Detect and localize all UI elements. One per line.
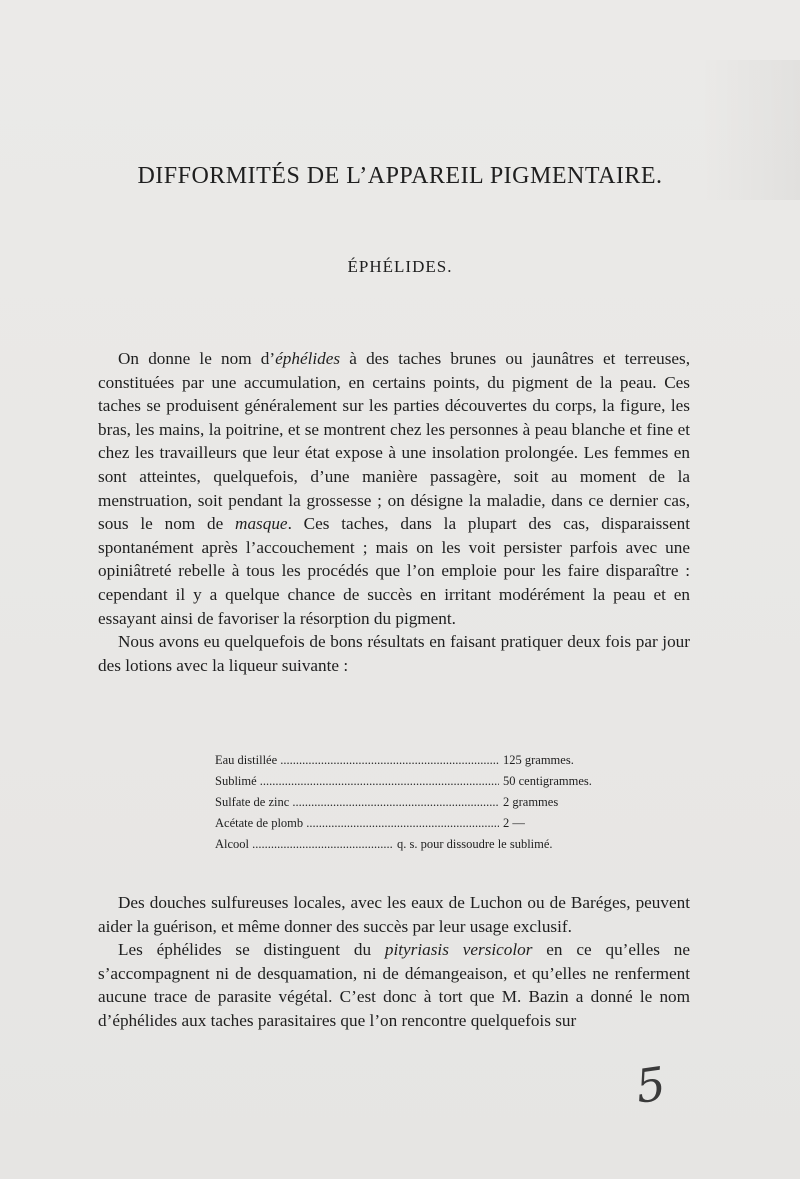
section-title: ÉPHÉLIDES. <box>347 257 453 276</box>
paragraph-ephelides-definition: On donne le nom d’éphélides à des taches brunes ou jaunâtres et terreuses, constituées par une accumulation, en certains points, du pigment de la peau. Ces taches se produisent généralement sur les parties découvertes du corps, la figure, les bras, les mains, la poitrine, et se montrent chez les personnes à peau blanche et fine et chez les travailleurs que leur état expose à une insolation prolongée. Les femmes en sont atteintes, quelquefois, d’une manière passagère, soit au moment de la menstruation, soit pendant la grossesse ; on désigne la maladie, dans ce dernier cas, sous le nom de masque. Ces taches, dans la plupart des cas, disparaissent spontanément après l’accouchement ; mais on les voit persister parfois avec une opiniâtreté rebelle à tous les procédés que l’on emploie pour les faire disparaître : cependant il y a quelque chance de succès en irritant modérément la peau et en essayant ainsi de favoriser la résorption du pigment. <box>98 349 691 628</box>
chapter-title: DIFFORMITÉS DE L’APPAREIL PIGMENTAIRE. <box>137 163 663 189</box>
recipe-row <box>215 750 635 771</box>
body-text-top <box>98 347 690 677</box>
recipe-row <box>215 792 635 813</box>
body-text-bottom <box>98 891 690 1033</box>
recipe-row <box>215 834 635 855</box>
recipe-ingredient: Sublimé ..... <box>215 771 499 792</box>
recipe-ingredient: Sulfate de zinc ..... <box>215 792 499 813</box>
recipe-row <box>215 813 635 834</box>
recipe-quantity: 50 centigrammes. <box>503 774 592 788</box>
recipe-list <box>215 750 635 855</box>
recipe-quantity: 2 — <box>503 816 525 830</box>
paragraph-lotion-intro: Nous avons eu quelquefois de bons résultats en faisant pratiquer deux fois par jour des lotions avec la liqueur suivante : <box>98 632 690 675</box>
recipe-quantity: q. s. pour dissoudre le sublimé. <box>397 837 553 851</box>
recipe-ingredient: Alcool ..... <box>215 834 393 855</box>
recipe-ingredient: Eau distillée ..... <box>215 750 499 771</box>
recipe-ingredient: Acétate de plomb ..... <box>215 813 499 834</box>
recipe-quantity: 2 grammes <box>503 795 559 809</box>
page-number: 5 <box>632 1056 669 1114</box>
paragraph-differential-diagnosis: Les éphélides se distinguent du pityriasis versicolor en ce qu’elles ne s’accompagnent ni de desquamation, ni de démangeaison, et qu’elles ne renferment aucune trace de parasite végétal. C’est donc à tort que M. Bazin a donné le nom d’éphélides aux taches parasitaires que l’on rencontre quelquefois sur <box>98 940 690 1030</box>
recipe-quantity: 125 grammes. <box>503 753 574 767</box>
paragraph-sulfur-showers: Des douches sulfureuses locales, avec les eaux de Luchon ou de Baréges, peuvent aider la guérison, et même donner des succès par leur usage exclusif. <box>98 893 690 936</box>
recipe-row <box>215 771 635 792</box>
